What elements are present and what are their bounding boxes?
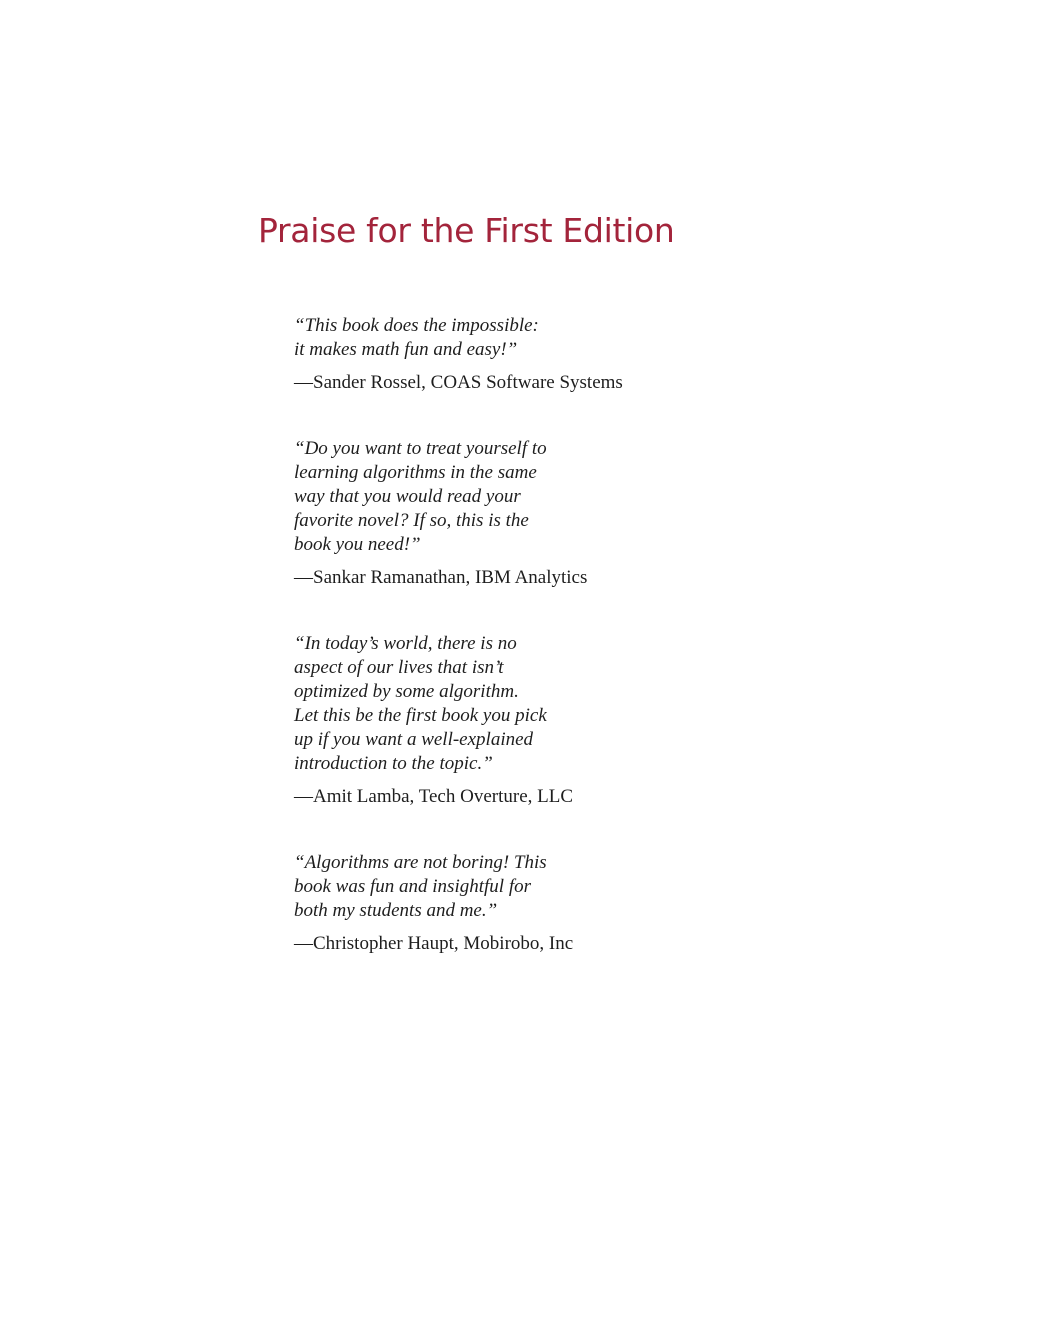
testimonial-attribution: —Sander Rossel, COAS Software Systems [294, 372, 623, 393]
quote-line: “Algorithms are not boring! This [294, 852, 547, 873]
quote-line: learning algorithms in the same [294, 462, 537, 483]
testimonial [294, 314, 714, 395]
quote-line: “This book does the impossible: [294, 315, 539, 336]
quote-line: up if you want a well-explained [294, 729, 534, 750]
testimonial [294, 632, 714, 809]
quote-line: optimized by some algorithm. [294, 681, 519, 702]
quote-line: book you need!” [294, 534, 421, 555]
quote-line: it makes math fun and easy!” [294, 339, 518, 360]
testimonial-attribution: —Amit Lamba, Tech Overture, LLC [294, 786, 574, 807]
testimonial-quote [294, 437, 714, 557]
testimonial-quote [294, 314, 714, 362]
page-title: Praise for the First Edition [258, 211, 675, 250]
quote-line: favorite novel? If so, this is the [294, 510, 529, 531]
quote-line: “In today’s world, there is no [294, 633, 517, 654]
quote-line: aspect of our lives that isn’t [294, 657, 504, 678]
quote-line: way that you would read your [294, 486, 521, 507]
testimonial-attribution: —Christopher Haupt, Mobirobo, Inc [294, 933, 574, 954]
quote-line: introduction to the topic.” [294, 753, 493, 774]
quote-line: “Do you want to treat yourself to [294, 438, 547, 459]
testimonial [294, 437, 714, 590]
quote-line: book was fun and insightful for [294, 876, 531, 897]
testimonial-quote [294, 851, 714, 923]
quote-line: both my students and me.” [294, 900, 498, 921]
testimonial-quote [294, 632, 714, 776]
testimonial [294, 851, 714, 956]
testimonial-attribution: —Sankar Ramanathan, IBM Analytics [294, 567, 588, 588]
praise-list [294, 314, 714, 998]
quote-line: Let this be the first book you pick [294, 705, 547, 726]
